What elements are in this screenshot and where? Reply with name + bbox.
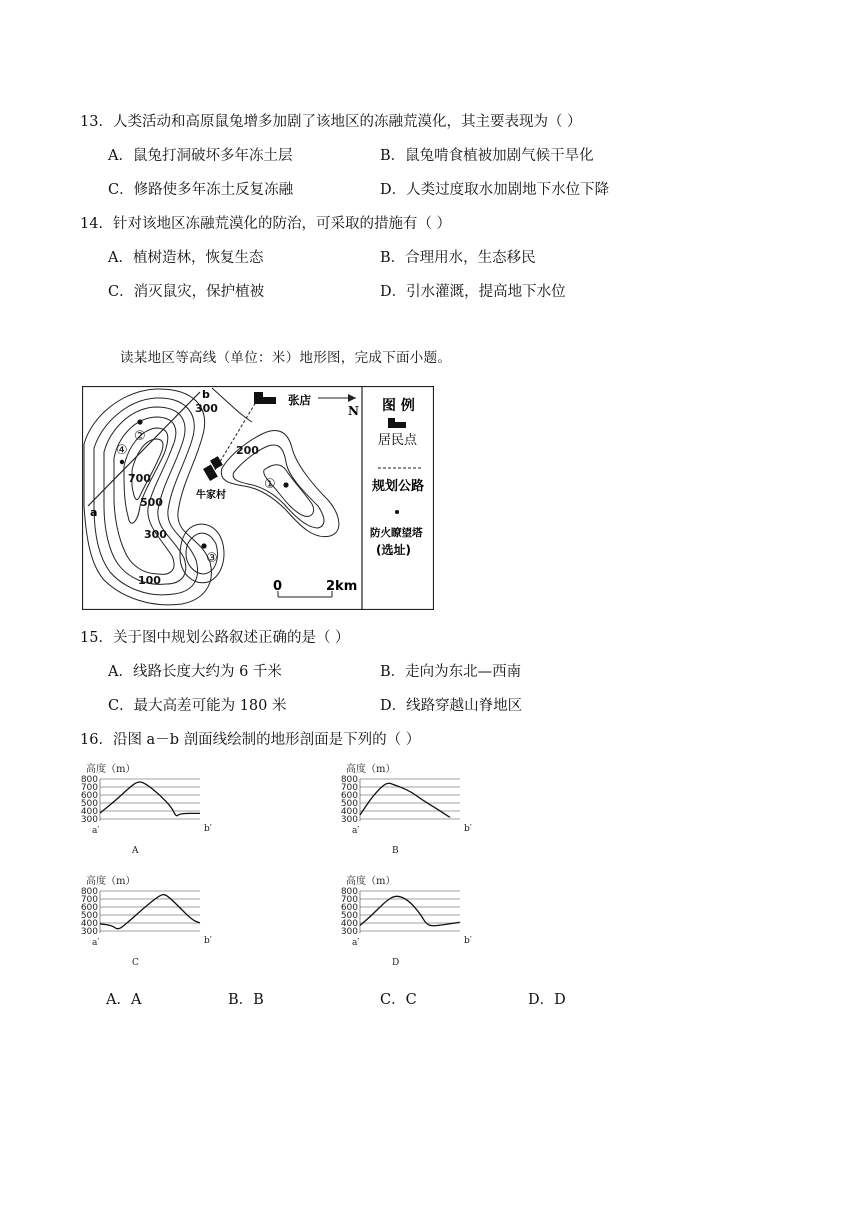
profile-ytick: 800 [340, 887, 358, 897]
profile-ytick: 600 [80, 903, 98, 913]
profile-ytick: 700 [80, 783, 98, 793]
q14-option-c: C．消灭鼠灾，保护植被 [108, 284, 265, 300]
profile-end-label: b′ [204, 824, 212, 834]
legend-tower-note: (选址) [376, 543, 411, 557]
q14-option-a: A．植树造林，恢复生态 [108, 250, 264, 266]
q16-option-d: D．D [528, 992, 566, 1008]
profile-start-label: a′ [92, 826, 100, 836]
profile-option-label: A [132, 846, 139, 856]
profile-ytick: 500 [80, 799, 98, 809]
legend-road: 规划公路 [372, 479, 425, 494]
legend-title: 图 例 [382, 398, 415, 414]
tower-1-icon [283, 482, 288, 487]
profile-ytick: 500 [80, 911, 98, 921]
profile-ytick: 600 [340, 903, 358, 913]
profile-option-label: B [392, 846, 399, 856]
profile-ytick: 300 [80, 927, 98, 937]
contour-map [82, 386, 434, 610]
village-niujia: 牛家村 [196, 490, 226, 501]
profile-ytick: 300 [340, 927, 358, 937]
profile-ylabel: 高度（m） [346, 764, 396, 775]
profile-option-label: D [392, 958, 400, 968]
contour-label-200: 200 [236, 444, 259, 457]
legend-settlement-icon [388, 418, 395, 428]
q15-option-a: A．线路长度大约为 6 千米 [108, 664, 282, 680]
q13-option-d: D．人类过度取水加剧地下水位下降 [380, 182, 610, 198]
legend-tower-icon [395, 510, 399, 514]
q14-stem: 14．针对该地区冻融荒漠化的防治，可采取的措施有（ ） [80, 216, 452, 232]
profile-ytick: 400 [340, 919, 358, 929]
profile-ylabel: 高度（m） [86, 764, 136, 775]
profile-end-label: b′ [464, 936, 472, 946]
profile-chart-d [328, 874, 472, 974]
profile-ylabel: 高度（m） [346, 876, 396, 887]
profile-end-label: b′ [464, 824, 472, 834]
contour-label-300-north: 300 [195, 402, 218, 415]
profile-ytick: 700 [340, 783, 358, 793]
label-a: a [90, 506, 98, 519]
point-3: ③ [206, 551, 218, 566]
profile-ytick: 400 [80, 919, 98, 929]
legend-settlement: 居民点 [378, 433, 418, 448]
q16-option-b: B．B [228, 992, 264, 1008]
tower-2-icon [137, 419, 142, 424]
profile-ytick: 600 [80, 791, 98, 801]
profile-start-label: a′ [352, 826, 360, 836]
q16-option-c: C．C [380, 992, 417, 1008]
profile-chart-c [68, 874, 212, 974]
legend-tower: 防火瞭望塔 [370, 527, 423, 539]
contour-label-500: 500 [140, 496, 163, 509]
scale-zero: 0 [273, 579, 283, 594]
profile-ytick: 500 [340, 911, 358, 921]
profile-ytick: 400 [340, 807, 358, 817]
profile-curve [360, 783, 450, 817]
point-2: ② [134, 429, 146, 444]
settlement-zhangdian-icon [254, 392, 263, 404]
point-4: ④ [116, 443, 128, 458]
map-intro: 读某地区等高线（单位：米）地形图，完成下面小题。 [120, 350, 452, 366]
q13-option-b: B．鼠兔啃食植被加剧气候干旱化 [380, 148, 594, 164]
label-b: b [202, 388, 210, 401]
contour-label-100: 100 [138, 574, 161, 587]
q16-option-a: A．A [106, 992, 142, 1008]
q13-stem: 13．人类活动和高原鼠兔增多加剧了该地区的冻融荒漠化，其主要表现为（ ） [80, 114, 582, 130]
q13-option-a: A．鼠兔打洞破坏多年冻土层 [108, 148, 293, 164]
profile-ytick: 500 [340, 799, 358, 809]
profile-start-label: a′ [352, 938, 360, 948]
q16-stem: 16．沿图 a－b 剖面线绘制的地形剖面是下列的（ ） [80, 732, 421, 748]
profile-ytick: 600 [340, 791, 358, 801]
tower-3-icon [201, 543, 206, 548]
q15-option-c: C．最大高差可能为 180 米 [108, 698, 287, 714]
profile-curve [100, 895, 200, 929]
scale-length: 2km [326, 579, 358, 594]
profile-ytick: 800 [80, 887, 98, 897]
profile-option-label: C [132, 958, 139, 968]
profile-chart-a [68, 762, 212, 862]
profile-ytick: 300 [340, 815, 358, 825]
profile-ytick: 700 [80, 895, 98, 905]
profile-ytick: 300 [80, 815, 98, 825]
q14-option-b: B．合理用水，生态移民 [380, 250, 536, 266]
q15-option-d: D．线路穿越山脊地区 [380, 698, 523, 714]
q15-option-b: B．走向为东北—西南 [380, 664, 522, 680]
q14-option-d: D．引水灌溉，提高地下水位 [380, 284, 566, 300]
town-zhangdian: 张店 [288, 393, 311, 407]
profile-start-label: a′ [92, 938, 100, 948]
north-label: N [348, 404, 359, 418]
profile-curve [360, 896, 460, 925]
profile-ytick: 800 [340, 775, 358, 785]
profile-ylabel: 高度（m） [86, 876, 136, 887]
contour-label-700: 700 [128, 472, 151, 485]
contour-label-300-south: 300 [144, 528, 167, 541]
tower-4-icon [120, 460, 124, 464]
q13-option-c: C．修路使多年冻土反复冻融 [108, 182, 294, 198]
point-1: ① [264, 477, 276, 492]
profile-end-label: b′ [204, 936, 212, 946]
q15-stem: 15．关于图中规划公路叙述正确的是（ ） [80, 630, 350, 646]
profile-ytick: 800 [80, 775, 98, 785]
profile-ytick: 400 [80, 807, 98, 817]
profile-chart-b [328, 762, 472, 862]
profile-ytick: 700 [340, 895, 358, 905]
